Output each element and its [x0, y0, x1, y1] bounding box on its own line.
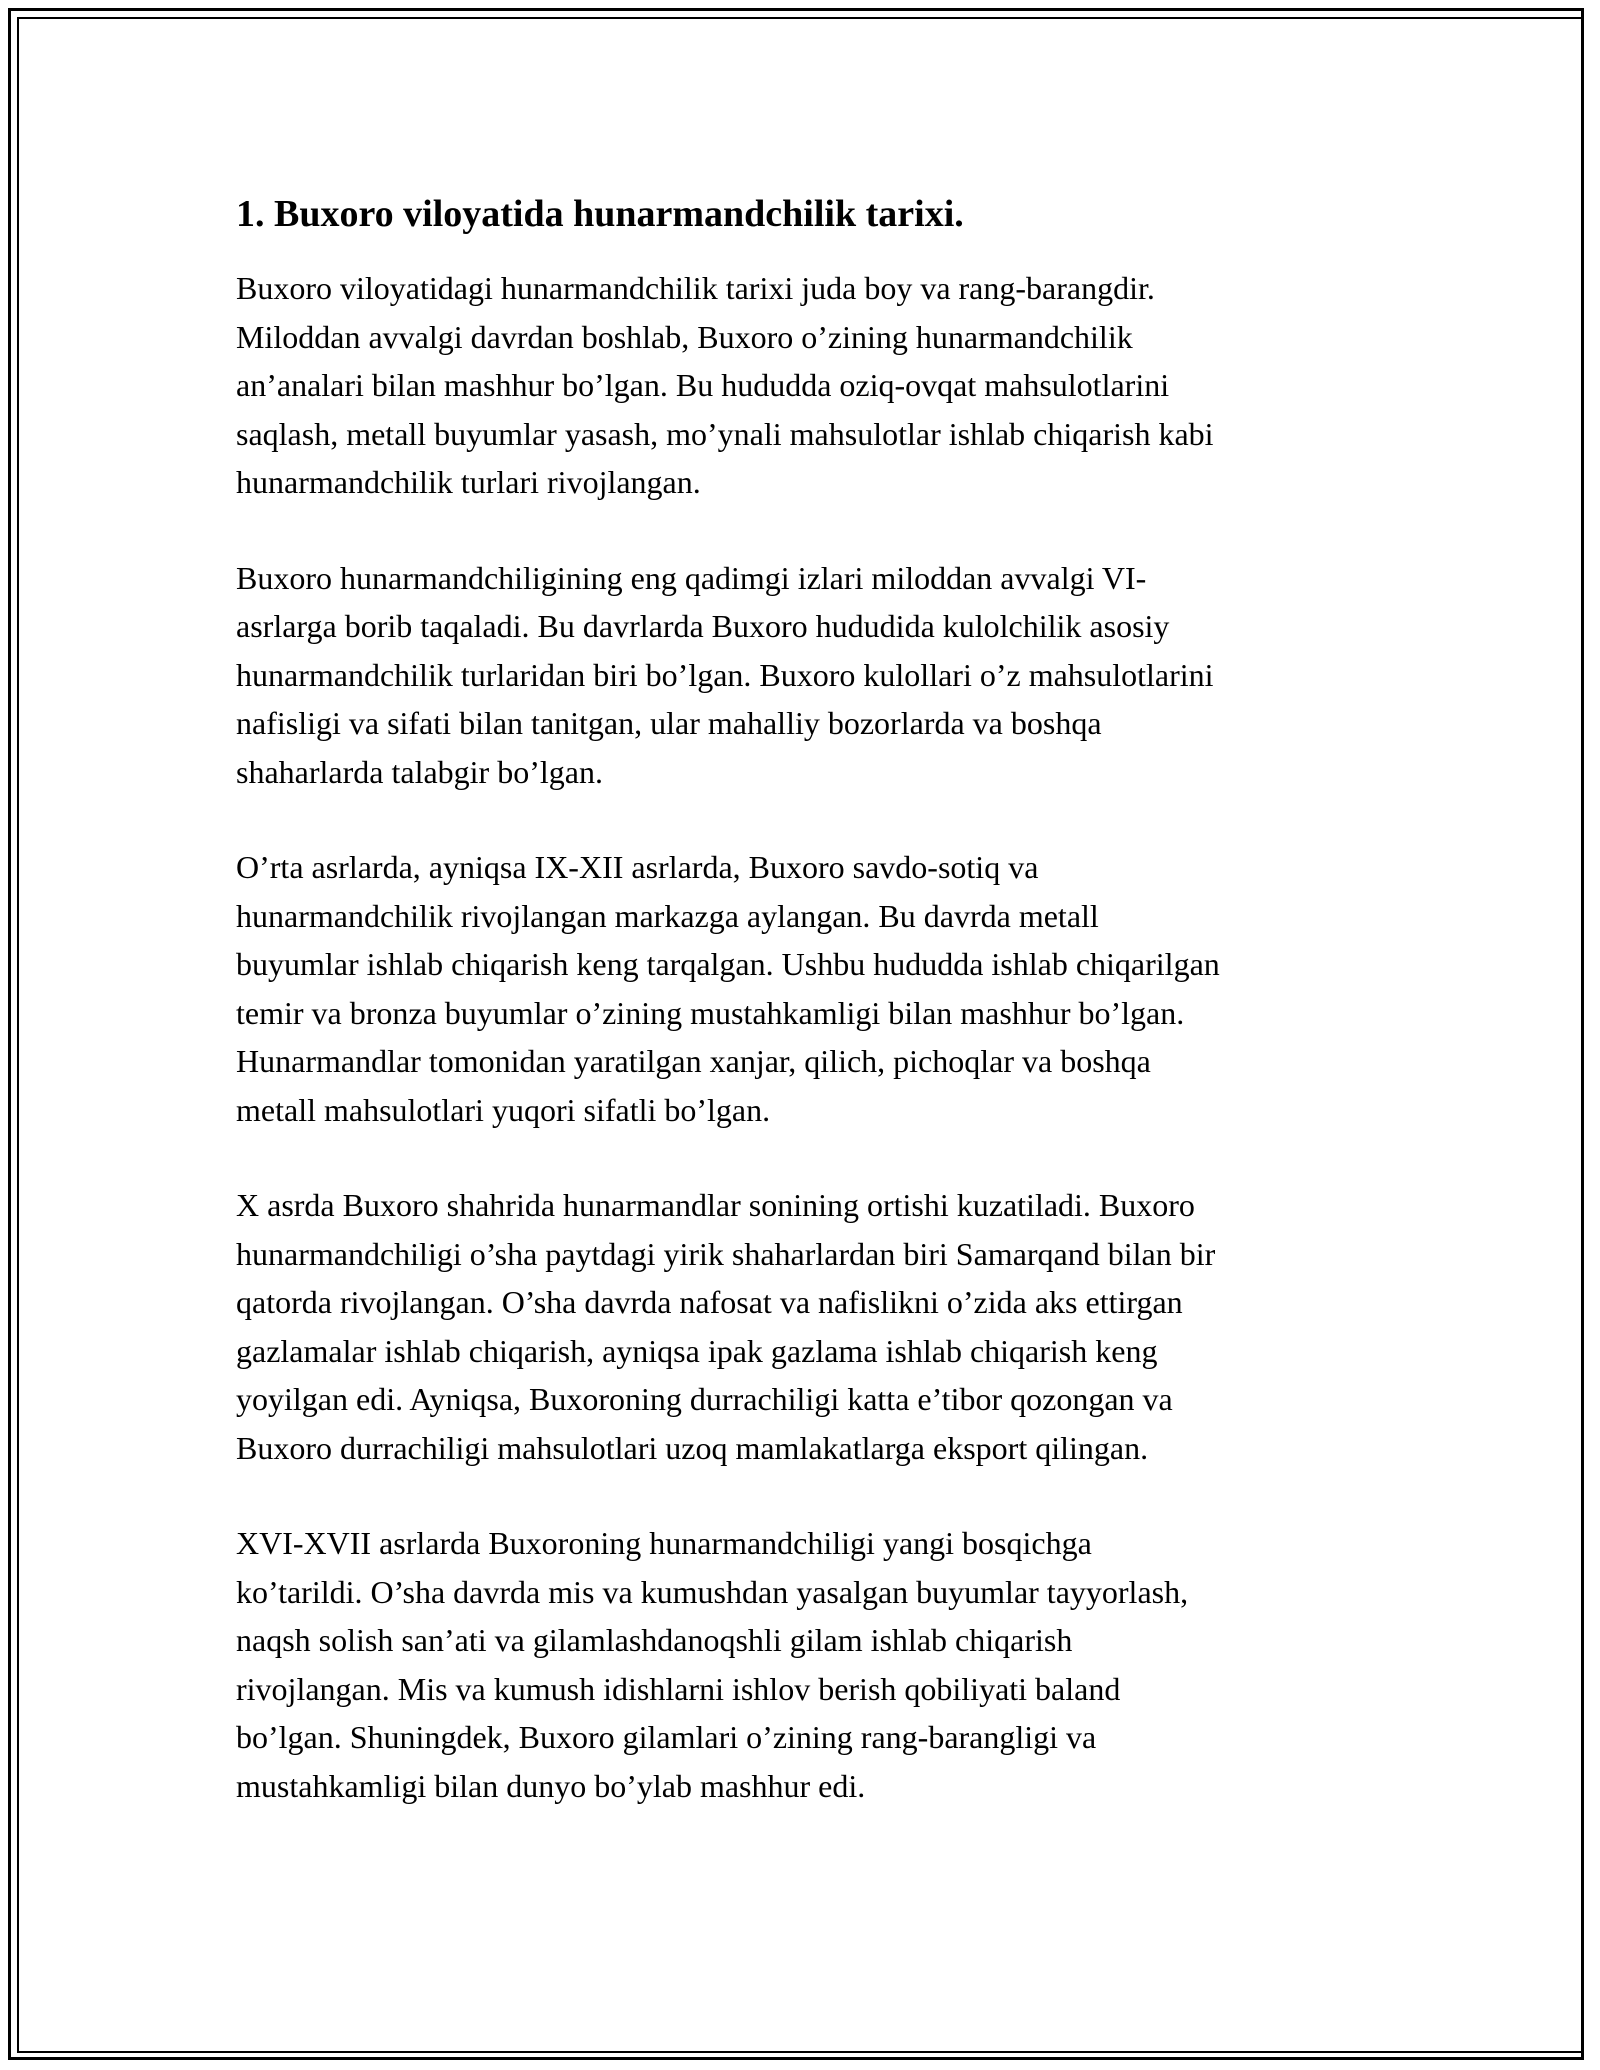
paragraph-5: XVI-XVII asrlarda Buxoroning hunarmandchiligi yangi bosqichga ko’tarildi. O’sha davrda mis va kumushdan yasalgan buyumlar tayyorlash, naqsh solish san’ati va gilamlashdanoqshli gilam ishlab chiqarish rivojlangan. Mis va kumush idishlarni ishlov berish qobiliyati baland bo’lgan. Shuningdek, Buxoro gilamlari o’zining rang-barangligi va mustahkamligi bilan dunyo bo’ylab mashhur edi. — [236, 1525, 1189, 1804]
document-body — [236, 188, 1376, 1857]
paragraph-4: X asrda Buxoro shahrida hunarmandlar sonining ortishi kuzatiladi. Buxoro hunarmandchiligi o’sha paytdagi yirik shaharlardan biri Samarqand bilan bir qatorda rivojlangan. O’sha davrda nafosat va nafislikni o’zida aks ettirgan gazlamalar ishlab chiqarish, ayniqsa ipak gazlama ishlab chiqarish keng yoyilgan edi. Ayniqsa, Buxoroning durrachiligi katta e’tibor qozongan va Buxoro durrachiligi mahsulotlari uzoq mamlakatlarga eksport qilingan. — [236, 1187, 1216, 1466]
document-title: 1. Buxoro viloyatida hunarmandchilik tarixi. — [236, 193, 964, 235]
paragraph-2: Buxoro hunarmandchiligining eng qadimgi izlari miloddan avvalgi VI- asrlarga borib taqaladi. Bu davrlarda Buxoro hududida kulolchilik asosiy hunarmandchilik turlaridan biri bo’lgan. Buxoro kulollari o’z mahsulotlarini nafisligi va sifati bilan tanitgan, ular mahalliy bozorlarda va boshqa shaharlarda talabgir bo’lgan. — [236, 559, 1214, 790]
paragraph-3: O’rta asrlarda, ayniqsa IX-XII asrlarda, Buxoro savdo-sotiq va hunarmandchilik rivojlangan markazga aylangan. Bu davrda metall buyumlar ishlab chiqarish keng tarqalgan. Ushbu hududda ishlab chiqarilgan temir va bronza buyumlar o’zining mustahkamligi bilan mashhur bo’lgan. Hunarmandlar tomonidan yaratilgan xanjar, qilich, pichoqlar va boshqa metall mahsulotlari yuqori sifatli bo’lgan. — [236, 849, 1220, 1128]
paragraph-1: Buxoro viloyatidagi hunarmandchilik tarixi juda boy va rang-barangdir. Miloddan avvalgi davrdan boshlab, Buxoro o’zining hunarmandchilik an’analari bilan mashhur bo’lgan. Bu hududda oziq-ovqat mahsulotlarini saqlash, metall buyumlar yasash, mo’ynali mahsulotlar ishlab chiqarish kabi hunarmandchilik turlari rivojlangan. — [236, 270, 1214, 500]
